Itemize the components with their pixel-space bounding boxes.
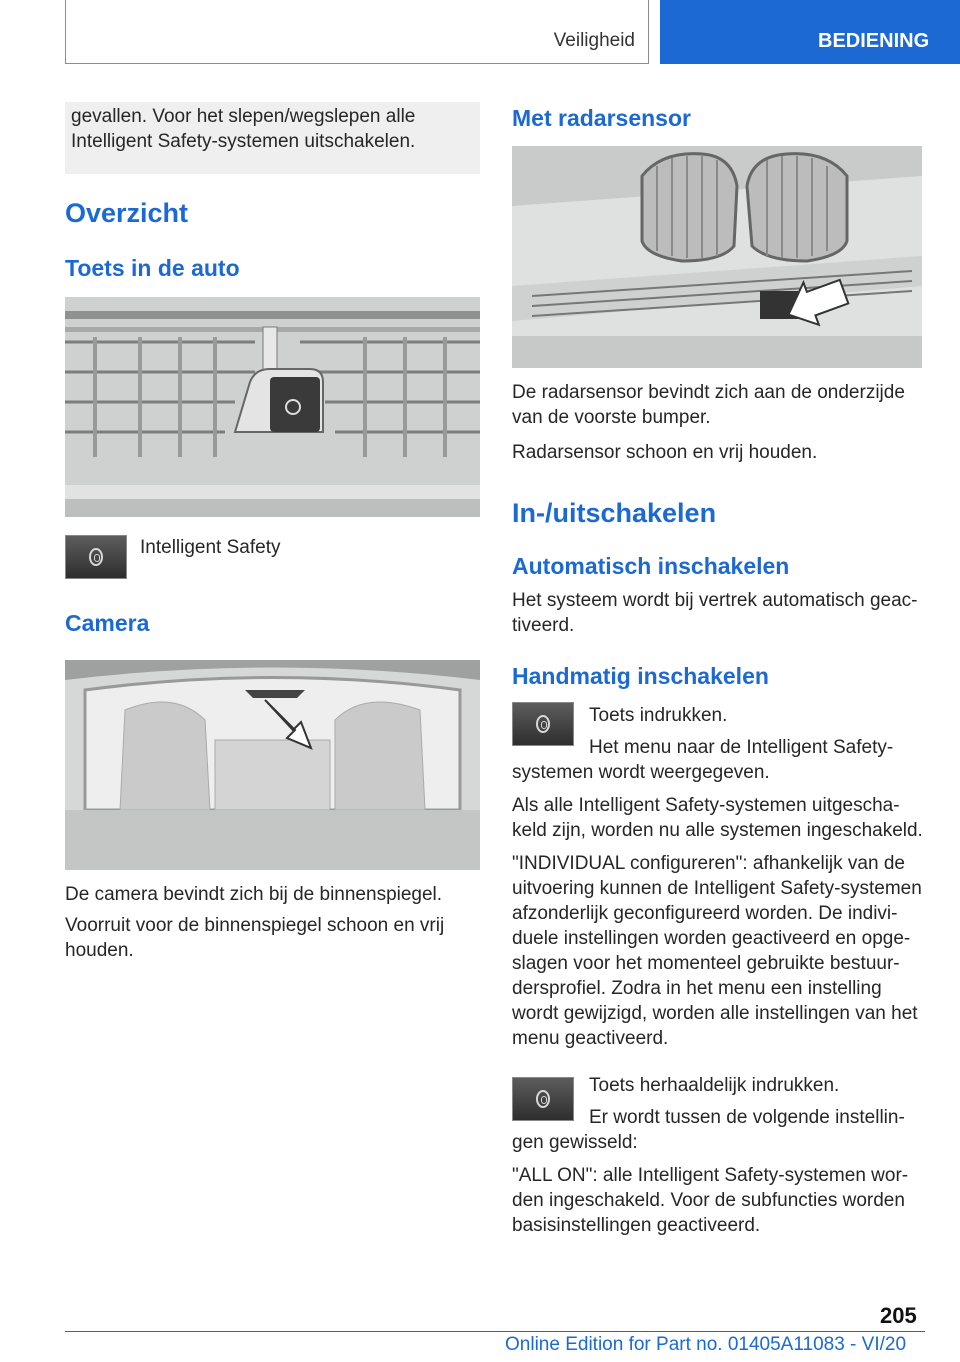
manual-step-2: Het menu naar de Intelligent Safety-systemen wordt weergegeven. (512, 737, 894, 783)
switch-heading: In-/uitschakelen (512, 498, 717, 528)
header-chapter-tab[interactable]: BEDIENING (660, 0, 960, 64)
camera-image (65, 660, 480, 870)
camera-paragraph-2: Voorruit voor de binnenspiegel schoon en vrij houden. (65, 915, 445, 961)
button-heading: Toets in de auto (65, 255, 240, 281)
radar-paragraph-1: De radarsensor bevindt zich aan de onderzijde van de voorste bumper. (512, 382, 905, 428)
header-section: Veiligheid (553, 30, 635, 51)
repeat-paragraph-1: "ALL ON": alle Intelligent Safety-systemen worden ingeschakeld. Voor de subfuncties worden basisinstellingen geactiveerd. (512, 1165, 909, 1236)
radar-sensor-image (512, 146, 922, 368)
intelligent-safety-button-icon (65, 535, 127, 579)
manual-paragraph-1: Als alle Intelligent Safety-systemen uitgeschakeld zijn, worden nu alle systemen ingeschakeld. (512, 795, 923, 841)
manual-step-1: Toets indrukken. (589, 705, 728, 726)
footer-divider (65, 1331, 925, 1332)
radar-paragraph-2: Radarsensor schoon en vrij houden. (512, 442, 818, 463)
camera-heading: Camera (65, 610, 150, 636)
overview-heading: Overzicht (65, 198, 189, 228)
manual-heading: Handmatig inschakelen (512, 663, 769, 689)
footer-edition: Online Edition for Part no. 01405A11083 - VI/20 (505, 1334, 907, 1355)
auto-heading: Automatisch inschakelen (512, 553, 790, 579)
note-box (65, 102, 480, 174)
page-number: 205 (880, 1303, 917, 1328)
auto-paragraph: Het systeem wordt bij vertrek automatisch geactiveerd. (512, 590, 918, 636)
note-text: gevallen. Voor het slepen/wegslepen alle Intelligent Safety-systemen uitschakelen. (71, 106, 416, 152)
grille-button-image (65, 297, 480, 517)
repeat-step-1: Toets herhaaldelijk indrukken. (589, 1075, 840, 1096)
radar-heading: Met radarsensor (512, 105, 691, 131)
camera-paragraph-1: De camera bevindt zich bij de binnenspiegel. (65, 884, 443, 905)
repeat-step-2: Er wordt tussen de volgende instellingen gewisseld: (512, 1107, 905, 1153)
button-caption: Intelligent Safety (140, 537, 281, 558)
manual-paragraph-2: "INDIVIDUAL configureren": afhankelijk van de uitvoering kunnen de Intelligent Safety-systemen afzonderlijk geconfigureerd worden. De individuele instellingen worden geactiveerd en opgeslagen voor het momenteel gebruikte bestuurdersprofiel. Zodra in het menu een instelling wordt gewijzigd, worden alle instellingen van het menu geactiveerd. (512, 853, 922, 1049)
